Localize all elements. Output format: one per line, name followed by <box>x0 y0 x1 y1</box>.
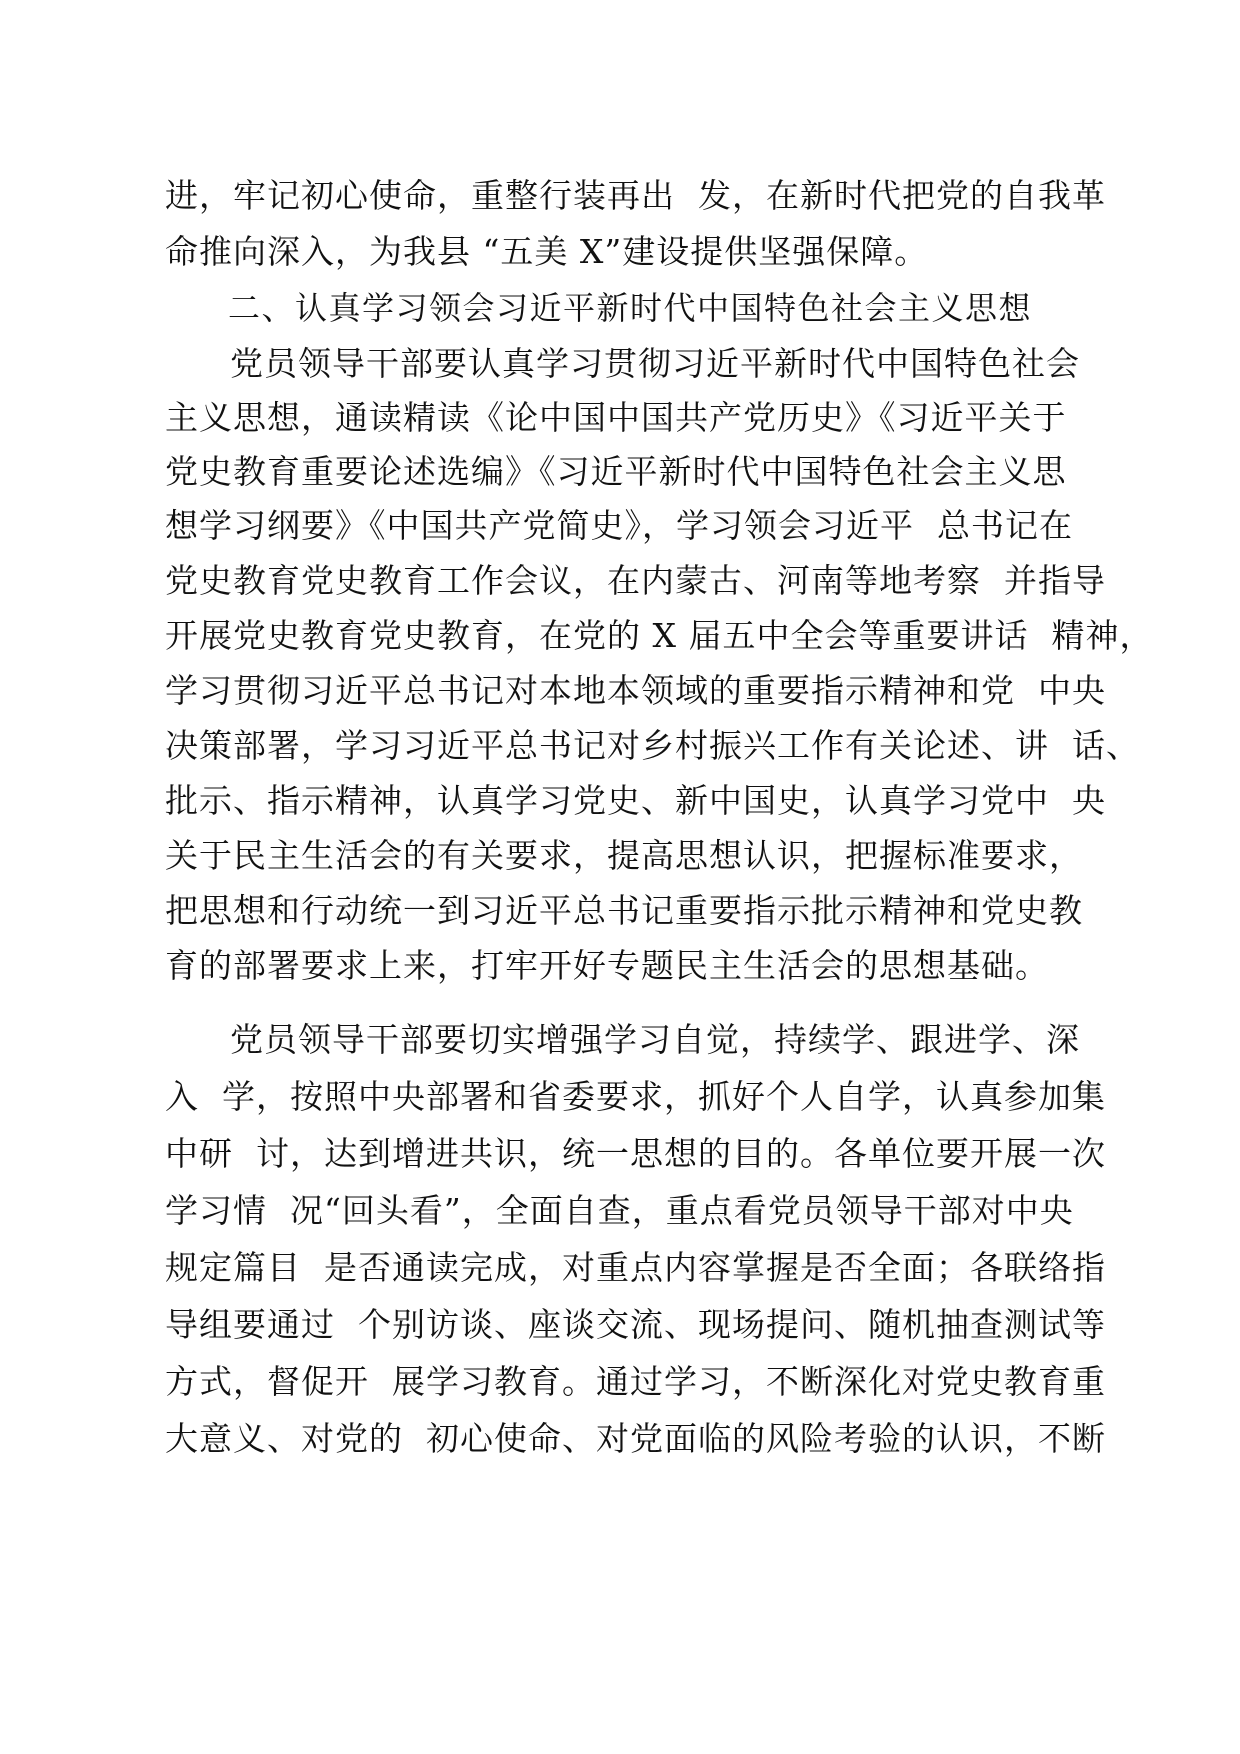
paragraph-first-line: 党员领导干部要认真学习贯彻习近平新时代中国特色社会 <box>230 344 1080 383</box>
text-line: 育的部署要求上来，打牢开好专题民主生活会的思想基础。 <box>165 946 1049 985</box>
text-line: 把思想和行动统一到习近平总书记重要指示批示精神和党史教 <box>165 891 1083 930</box>
text-line: 规定篇目 是否通读完成，对重点内容掌握是否全面；各联络指 <box>165 1248 1106 1287</box>
text-line: 进，牢记初心使命，重整行装再出 发，在新时代把党的自我革 <box>165 176 1106 215</box>
paragraph-first-line: 党员领导干部要切实增强学习自觉，持续学、跟进学、深 <box>230 1020 1080 1059</box>
text-line: 党史教育重要论述选编》《习近平新时代中国特色社会主义思 <box>165 452 1067 491</box>
text-line: 大意义、对党的 初心使命、对党面临的风险考验的认识，不断 <box>165 1419 1106 1458</box>
text-line: 批示、指示精神，认真学习党史、新中国史，认真学习党中 央 <box>165 781 1106 820</box>
text-line: 入 学，按照中央部署和省委要求，抓好个人自学，认真参加集 <box>165 1077 1106 1116</box>
text-line: 主义思想，通读精读《论中国中国共产党历史》《习近平关于 <box>165 398 1067 437</box>
text-line: 决策部署，学习习近平总书记对乡村振兴工作有关论述、讲 话、 <box>165 726 1140 765</box>
text-line: 中研 讨，达到增进共识，统一思想的目的。各单位要开展一次 <box>165 1134 1106 1173</box>
text-line: 导组要通过 个别访谈、座谈交流、现场提问、随机抽查测试等 <box>165 1305 1106 1344</box>
text-line: 学习情 况“回头看”，全面自查，重点看党员领导干部对中央 <box>165 1191 1074 1230</box>
text-line: 学习贯彻习近平总书记对本地本领域的重要指示精神和党 中央 <box>165 671 1106 710</box>
text-line: 方式，督促开 展学习教育。通过学习，不断深化对党史教育重 <box>165 1362 1106 1401</box>
text-line: 开展党史教育党史教育，在党的 X 届五中全会等重要讲话 精神， <box>165 616 1154 655</box>
text-line: 党史教育党史教育工作会议，在内蒙古、河南等地考察 并指导 <box>165 561 1106 600</box>
section-heading: 二、认真学习领会习近平新时代中国特色社会主义思想 <box>228 289 1033 327</box>
text-line: 关于民主生活会的有关要求，提高思想认识，把握标准要求， <box>165 836 1083 875</box>
text-line: 命推向深入，为我县 “五美 X”建设提供坚强保障。 <box>165 232 929 271</box>
text-line: 想学习纲要》《中国共产党简史》，学习领会习近平 总书记在 <box>165 506 1073 545</box>
